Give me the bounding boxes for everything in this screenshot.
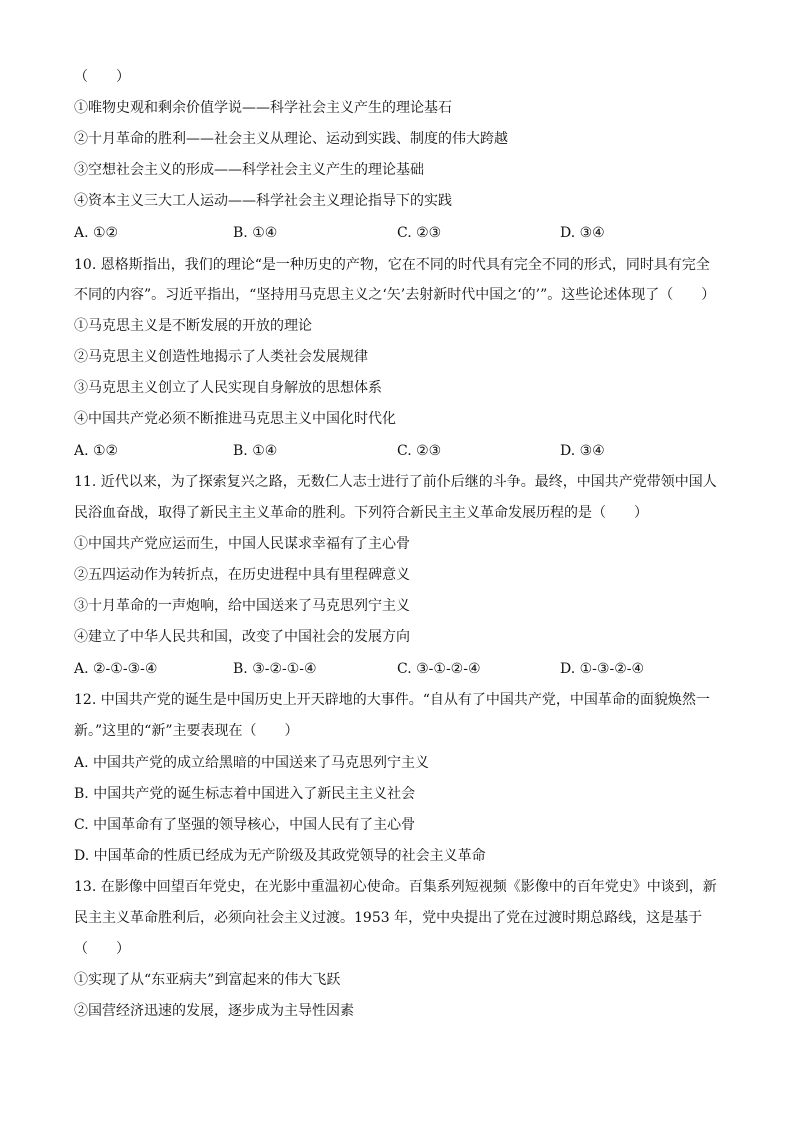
q10-stem-line-1: 10. 恩格斯指出，我们的理论“是一种历史的产物，它在不同的时代具有完全不同的形式，同时具有完全 — [74, 257, 710, 273]
q11-option-d[interactable]: D. ①-③-②-④ — [560, 661, 645, 677]
q9-item-3: ③空想社会主义的形成——科学社会主义产生的理论基础 — [74, 162, 424, 178]
q12-choice-d[interactable]: D. 中国革命的性质已经成为无产阶级及其政党领导的社会主义革命 — [74, 848, 486, 864]
q11-option-b[interactable]: B. ③-②-①-④ — [233, 661, 317, 677]
q13-item-2: ②国营经济迅速的发展，逐步成为主导性因素 — [74, 1003, 354, 1019]
q9-option-d[interactable]: D. ③④ — [560, 225, 605, 241]
q11-stem-line-1: 11. 近代以来，为了探索复兴之路，无数仁人志士进行了前仆后继的斗争。最终，中国共产党带领中国人 — [74, 474, 717, 490]
q13-item-1: ①实现了从“东亚病夫”到富起来的伟大飞跃 — [74, 972, 341, 988]
q12-stem-line-1: 12. 中国共产党的诞生是中国历史上开天辟地的大事件。“自从有了中国共产党，中国革命的面貌焕然一 — [74, 692, 710, 708]
q13-answer-bracket: （ ） — [74, 941, 130, 957]
q10-item-3: ③马克思主义创立了人民实现自身解放的思想体系 — [74, 380, 382, 396]
q9-option-c[interactable]: C. ②③ — [397, 225, 442, 241]
q11-option-c[interactable]: C. ③-①-②-④ — [397, 661, 481, 677]
q10-option-c[interactable]: C. ②③ — [397, 443, 442, 459]
q13-stem-line-2: 民主主义革命胜利后，必须向社会主义过渡。1953 年，党中央提出了党在过渡时期总路线，这是基于 — [74, 910, 703, 926]
q11-item-4: ④建立了中华人民共和国，改变了中国社会的发展方向 — [74, 629, 410, 645]
q9-item-1: ①唯物史观和剩余价值学说——科学社会主义产生的理论基石 — [74, 100, 452, 116]
q9-options — [74, 223, 734, 243]
q9-option-a[interactable]: A. ①② — [74, 225, 119, 241]
q10-option-d[interactable]: D. ③④ — [560, 443, 605, 459]
q10-option-b[interactable]: B. ①④ — [233, 443, 278, 459]
q13-stem-line-1: 13. 在影像中回望百年党史，在光影中重温初心使命。百集系列短视频《影像中的百年党史》中谈到，新 — [74, 879, 717, 895]
q12-choice-a[interactable]: A. 中国共产党的成立给黑暗的中国送来了马克思列宁主义 — [74, 755, 430, 771]
q9-item-4: ④资本主义三大工人运动——科学社会主义理论指导下的实践 — [74, 193, 452, 209]
q10-options — [74, 441, 734, 461]
q12-choice-b[interactable]: B. 中国共产党的诞生标志着中国进入了新民主主义社会 — [74, 786, 416, 802]
q9-option-b[interactable]: B. ①④ — [233, 225, 278, 241]
q12-choice-c[interactable]: C. 中国革命有了坚强的领导核心，中国人民有了主心骨 — [74, 817, 416, 833]
q9-item-2: ②十月革命的胜利——社会主义从理论、运动到实践、制度的伟大跨越 — [74, 131, 508, 147]
q10-item-2: ②马克思主义创造性地揭示了人类社会发展规律 — [74, 349, 368, 365]
q11-stem-line-2: 民浴血奋战，取得了新民主主义革命的胜利。下列符合新民主主义革命发展历程的是（ ） — [74, 505, 648, 521]
q12-stem-line-2: 新。”这里的“新”主要表现在（ ） — [74, 723, 299, 739]
q11-option-a[interactable]: A. ②-①-③-④ — [74, 661, 158, 677]
q9-answer-bracket: （ ） — [74, 69, 130, 85]
q10-stem-line-2: 不同的内容”。习近平指出，“坚持用马克思主义之‘矢’去射新时代中国之‘的’”。这些论述体现了（ ） — [74, 287, 716, 303]
q11-options — [74, 659, 734, 679]
q10-item-1: ①马克思主义是不断发展的开放的理论 — [74, 318, 312, 334]
q11-item-2: ②五四运动作为转折点，在历史进程中具有里程碑意义 — [74, 567, 410, 583]
q11-item-1: ①中国共产党应运而生，中国人民谋求幸福有了主心骨 — [74, 536, 410, 552]
q10-option-a[interactable]: A. ①② — [74, 443, 119, 459]
q11-item-3: ③十月革命的一声炮响，给中国送来了马克思列宁主义 — [74, 598, 410, 614]
q10-item-4: ④中国共产党必须不断推进马克思主义中国化时代化 — [74, 411, 396, 427]
